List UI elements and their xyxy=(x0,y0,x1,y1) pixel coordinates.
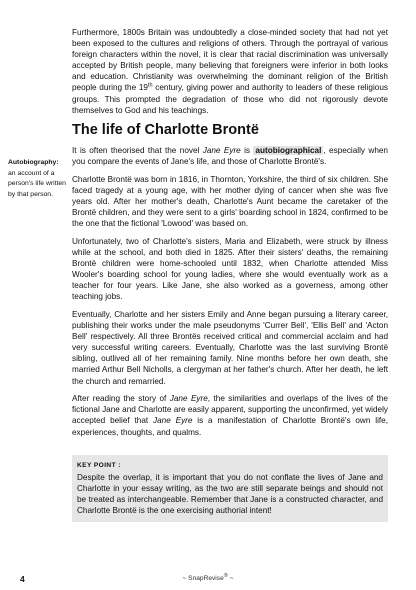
superscript-th: th xyxy=(147,82,153,89)
page-number: 4 xyxy=(20,574,25,584)
section-heading: The life of Charlotte Brontë xyxy=(72,122,259,138)
main-section xyxy=(72,145,388,444)
book-title: Jane Eyre xyxy=(153,416,193,426)
keyword-highlight: autobiographical xyxy=(255,146,322,155)
sidenote-term: Autobiography: xyxy=(8,159,59,166)
sidenote-definition xyxy=(8,158,66,200)
registered-mark: ® xyxy=(223,572,228,579)
paragraph-4: Eventually, Charlotte and her sisters Emily and Anne began pursuing a literary career, publishing their works under the male pseudonyms 'Currer Bell', 'Ellis Bell' and 'Acton Bell' respectively. All three Brontës received critical and commercial acclaim and had very successful writing careers. Eventually, Charlotte was the last surviving Brontë sibling, outlived all of her remaining family. Nine months before her own death, she married Arthur Bell Nicholls, a clergyman at her father's church. After her death, he left the church and remarried. xyxy=(72,310,388,386)
key-point-text: Despite the overlap, it is important that you do not conflate the lives of Jane and Charlotte in your essay writing, as the two are still separate beings and should not be treated as interchangeable. Remember that Jane is a constructed character, and Charlotte Brontë is the one exercising authorial intent! xyxy=(77,473,383,515)
sidenote-text: an account of a person's life written by that person. xyxy=(8,169,66,198)
paragraph-1: It is often theorised that the novel Jane Eyre is autobiographical , especially when you compare the events of Jane's life, and those of Charlotte Brontë's. xyxy=(72,146,388,167)
key-point-box xyxy=(72,455,388,522)
footer-brand: ~ SnapRevise® ~ xyxy=(182,572,234,582)
paragraph-5: After reading the story of Jane Eyre, the similarities and overlaps of the lives of the fictional Jane and Charlotte are easily apparent, supporting the unconfirmed, yet widely accepted belief that Jane Eyre is a manifestation of Charlotte Brontë's own life, experiences, thoughts, and qualms. xyxy=(72,394,388,437)
book-title: Jane Eyre xyxy=(202,146,241,155)
key-point-label: KEY POINT : xyxy=(77,462,121,469)
paragraph-3: Unfortunately, two of Charlotte's sisters, Maria and Elizabeth, were struck by illness while at the school, and both died in 1825. After their sisters' deaths, the remaining Brontë children were home-schooled until 1832, when Charlotte attended Miss Wooler's boarding school for young ladies, where she would eventually work as a teacher for four years. Like Jane, she also worked as a governess, among other teaching jobs. xyxy=(72,236,388,302)
intro-section xyxy=(72,27,388,116)
intro-paragraph: Furthermore, 1800s Britain was undoubtedly a close-minded society that had not yet been exposed to the cultures and religions of others. Through the portrayal of various foreign characters within the novel, it is clear that racial discrimination was universally accepted by British people, many believing that foreigners were inferior in both looks and education. Christianity was overwhelming the dominant religion of the British people during the 19th century, giving power and authority to leaders of these religious groups. This prompted the degradation of those who did not rigorously devote themselves to God and his teachings. xyxy=(72,28,388,115)
paragraph-2: Charlotte Brontë was born in 1816, in Thornton, Yorkshire, the third of six children. She faced tragedy at a young age, with her mother dying of cancer when she was five years old. After her mother's death, Charlotte's Aunt became the caretaker of the Brontë children, and they were sent to a girls' boarding school in 1824, confirmed to be the one that the fictional 'Lowood' was based on. xyxy=(72,174,388,229)
book-title: Jane Eyre xyxy=(169,394,208,404)
